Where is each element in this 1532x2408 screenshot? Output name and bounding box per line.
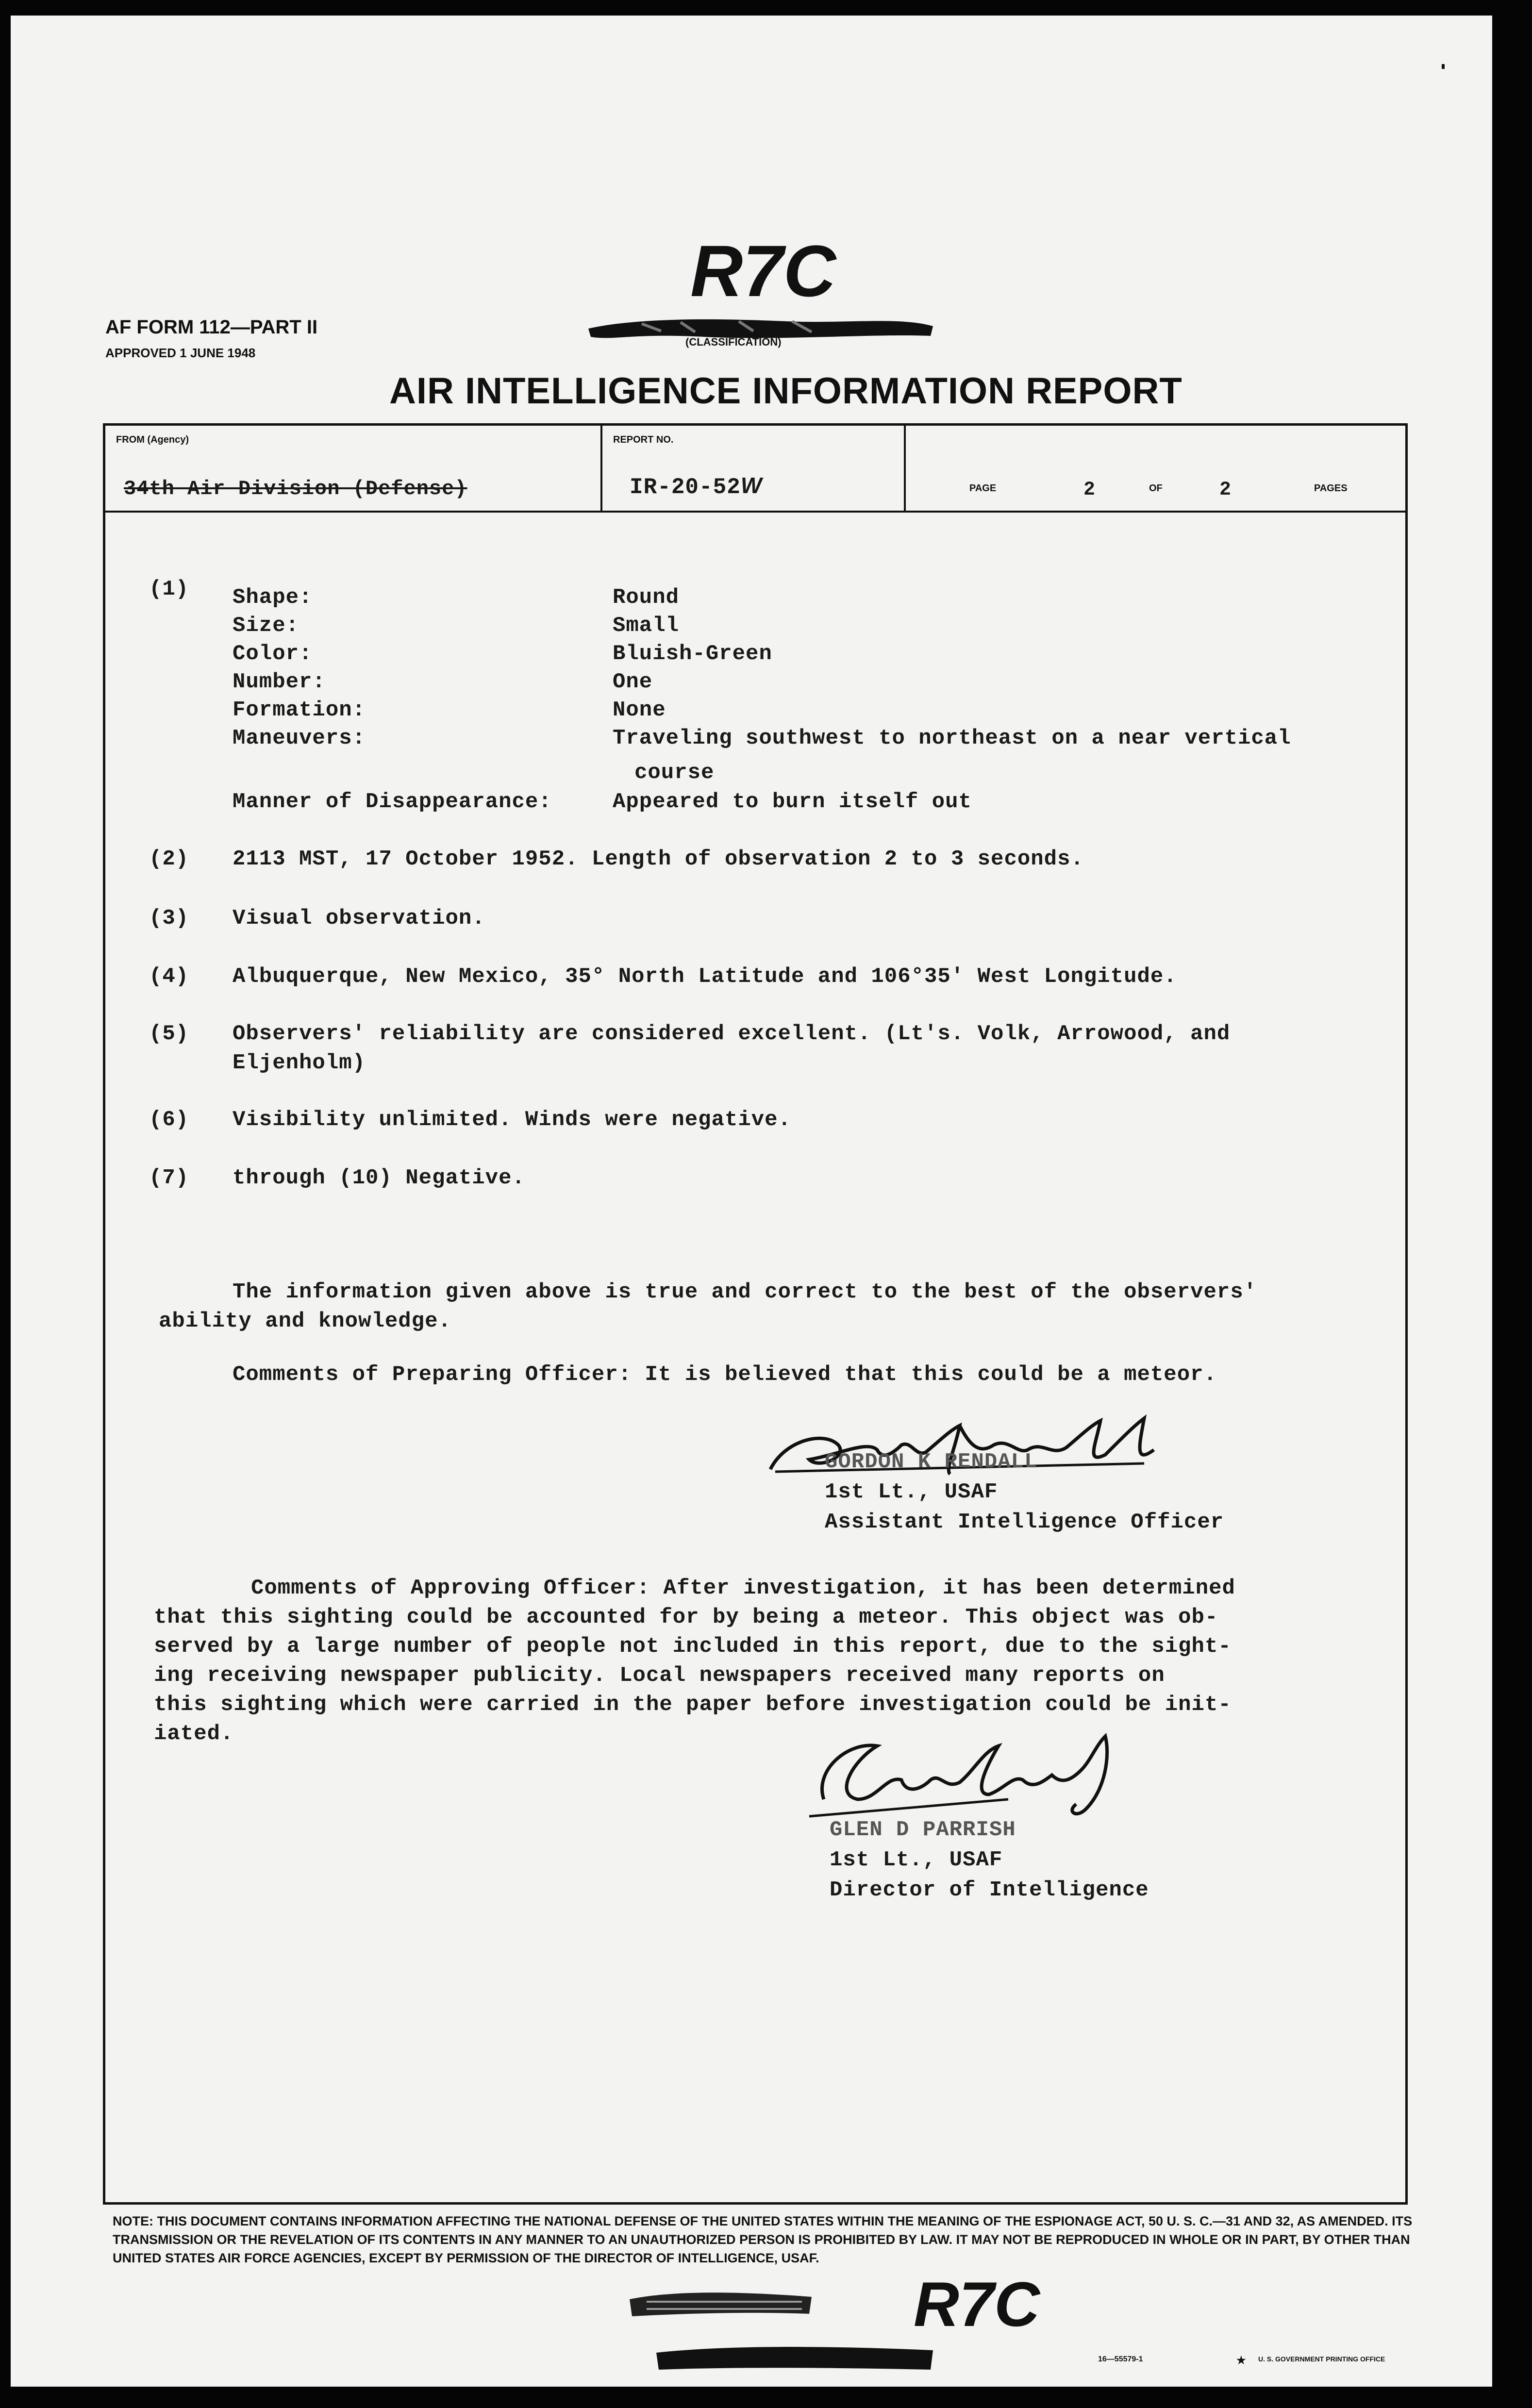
note-label: NOTE: bbox=[113, 2214, 153, 2228]
item-number: (4) bbox=[149, 964, 189, 989]
item-number: (6) bbox=[149, 1108, 189, 1132]
signature-parrish bbox=[804, 1727, 1134, 1828]
item-text-continued: Eljenholm) bbox=[233, 1051, 366, 1075]
of-label: OF bbox=[1149, 483, 1163, 494]
item-text: Visibility unlimited. Winds were negative. bbox=[233, 1108, 791, 1132]
item1-value: Traveling southwest to northeast on a near vertical bbox=[613, 726, 1291, 750]
signer2-title: Director of Intelligence bbox=[830, 1878, 1149, 1902]
statement-line: ability and knowledge. bbox=[159, 1309, 451, 1333]
divider bbox=[600, 426, 602, 511]
from-agency: 34th Air Division (Defense) bbox=[124, 477, 467, 500]
item1-label: Formation: bbox=[233, 698, 366, 722]
report-title: AIR INTELLIGENCE INFORMATION REPORT bbox=[389, 370, 1182, 412]
report-number: IR-20-52W bbox=[630, 473, 763, 500]
item1-value: One bbox=[613, 670, 653, 694]
signer1-rank: 1st Lt., USAF bbox=[825, 1480, 998, 1504]
item1-label: Shape: bbox=[233, 585, 313, 610]
item1-values bbox=[613, 583, 1291, 752]
item1-value: Bluish-Green bbox=[613, 642, 772, 666]
redacted-stamp-bottom bbox=[627, 2273, 938, 2375]
signer2-rank: 1st Lt., USAF bbox=[830, 1848, 1003, 1872]
approving-line: Comments of Approving Officer: After investigation, it has been determined bbox=[251, 1576, 1235, 1600]
comments-preparing-officer: Comments of Preparing Officer: It is believed that this could be a meteor. bbox=[233, 1362, 1217, 1387]
statement-line: The information given above is true and correct to the best of the observers' bbox=[233, 1280, 1257, 1304]
star-icon: ★ bbox=[1236, 2354, 1246, 2366]
from-label: FROM (Agency) bbox=[116, 434, 189, 445]
form-id: AF FORM 112—PART II bbox=[105, 316, 318, 338]
item1-labels bbox=[233, 583, 366, 752]
approving-line: this sighting which were carried in the paper before investigation could be init- bbox=[154, 1693, 1232, 1717]
security-note bbox=[113, 2212, 1452, 2267]
approving-line: served by a large number of people not included in this report, due to the sight- bbox=[154, 1634, 1232, 1659]
item-text: Observers' reliability are considered excellent. (Lt's. Volk, Arrowood, and bbox=[233, 1022, 1231, 1046]
item1-value: Round bbox=[613, 585, 680, 610]
classification-label: (CLASSIFICATION) bbox=[685, 336, 782, 348]
disappearance-value: Appeared to burn itself out bbox=[613, 790, 972, 814]
maneuvers-continued: course bbox=[634, 761, 715, 785]
classification-stamp-top: R7C bbox=[690, 230, 836, 312]
document-page bbox=[11, 16, 1492, 2387]
punch-mark bbox=[1442, 64, 1445, 69]
classification-stamp-bottom: R7C bbox=[914, 2269, 1040, 2340]
item-number: (1) bbox=[149, 577, 189, 601]
signer1-title: Assistant Intelligence Officer bbox=[825, 1510, 1224, 1534]
gpo-imprint: U. S. GOVERNMENT PRINTING OFFICE bbox=[1258, 2355, 1385, 2363]
disappearance-label: Manner of Disappearance: bbox=[233, 790, 552, 814]
report-box bbox=[103, 423, 1408, 2205]
item1-value: None bbox=[613, 698, 666, 722]
item-number: (3) bbox=[149, 906, 189, 930]
approving-officer-comments bbox=[154, 1574, 1235, 1748]
divider bbox=[904, 426, 906, 511]
item1-label: Maneuvers: bbox=[233, 726, 366, 750]
approving-line: iated. bbox=[154, 1722, 234, 1746]
item1-label: Size: bbox=[233, 614, 300, 638]
divider bbox=[105, 511, 1405, 513]
item-text: Albuquerque, New Mexico, 35° North Latitude and 106°35' West Longitude. bbox=[233, 964, 1177, 989]
signer1-name: GORDON K RENDALL bbox=[825, 1450, 1038, 1474]
item1-label: Color: bbox=[233, 642, 313, 666]
item-number: (7) bbox=[149, 1166, 189, 1190]
item-text: 2113 MST, 17 October 1952. Length of observation 2 to 3 seconds. bbox=[233, 847, 1084, 871]
pages-label: PAGES bbox=[1314, 483, 1348, 494]
print-code: 16—55579-1 bbox=[1098, 2355, 1143, 2363]
item-text: Visual observation. bbox=[233, 906, 485, 930]
note-text: THIS DOCUMENT CONTAINS INFORMATION AFFECTING THE NATIONAL DEFENSE OF THE UNITED STATES WITHIN THE MEANING OF THE ESPIONAGE ACT, 50 U. S. C.—31 AND 32, AS AMENDED. ITS TRANSMISSION OR THE REVELATION OF ITS CONTENTS IN ANY MANNER TO AN UNAUTHORIZED PERSON IS PROHIBITED BY LAW. IT MAY NOT BE REPRODUCED IN WHOLE OR IN PART, BY OTHER THAN UNITED STATES AIR FORCE AGENCIES, EXCEPT BY PERMISSION OF THE DIRECTOR OF INTELLIGENCE, USAF. bbox=[113, 2214, 1413, 2265]
page-label: PAGE bbox=[969, 483, 997, 494]
approving-line: that this sighting could be accounted for by being a meteor. This object was ob- bbox=[154, 1605, 1218, 1629]
page-number: 2 bbox=[1083, 479, 1096, 501]
item-text: through (10) Negative. bbox=[233, 1166, 525, 1190]
approving-line: ing receiving newspaper publicity. Local newspapers received many reports on bbox=[154, 1663, 1165, 1688]
approved-date: APPROVED 1 JUNE 1948 bbox=[105, 346, 256, 360]
signer2-name: GLEN D PARRISH bbox=[830, 1818, 1016, 1842]
item1-value: Small bbox=[613, 614, 680, 638]
item1-label: Number: bbox=[233, 670, 326, 694]
total-pages: 2 bbox=[1219, 479, 1232, 501]
item-number: (5) bbox=[149, 1022, 189, 1046]
item-number: (2) bbox=[149, 847, 189, 871]
report-no-label: REPORT NO. bbox=[613, 434, 674, 445]
